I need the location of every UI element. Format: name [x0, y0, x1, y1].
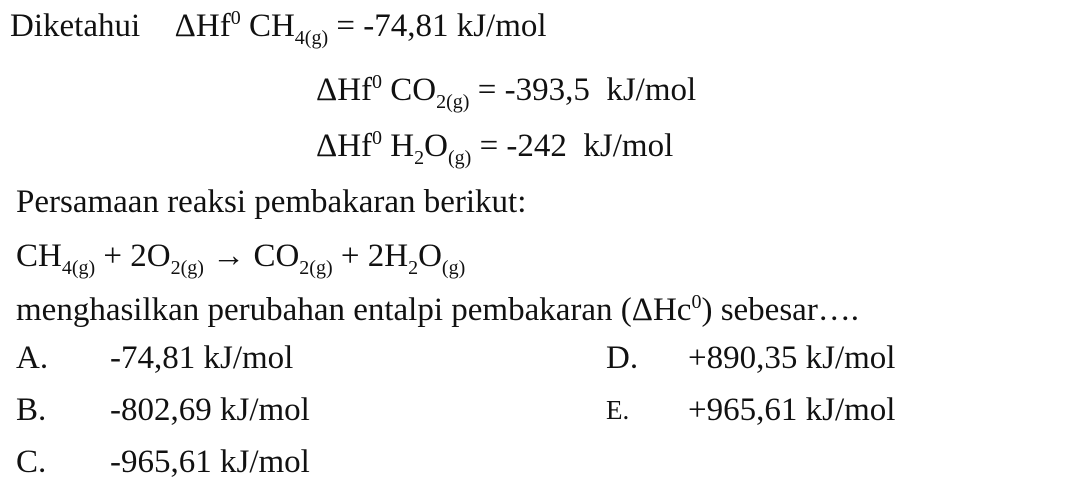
given-row-3 [316, 126, 673, 170]
question-after: ) sebesar…. [701, 292, 860, 328]
value-ch4: = -74,81 kJ/mol [336, 8, 547, 44]
product-co2: CO [253, 238, 300, 274]
option-a-text: -74,81 kJ/mol [110, 340, 294, 376]
reactant-ch4: CH [16, 238, 62, 274]
reactant-o2: + 2O [103, 238, 171, 274]
option-d-letter: D. [606, 340, 639, 376]
standard-superscript: 0 [372, 71, 383, 93]
species-ch4: CH [248, 8, 295, 44]
species-h2o: H [390, 128, 415, 164]
product-co2-sub: 2(g) [299, 257, 333, 279]
reaction-arrow: → [212, 238, 246, 274]
given-row-2 [316, 70, 696, 114]
species-co2: CO [390, 72, 437, 108]
option-e-letter: E. [606, 395, 630, 425]
option-c-letter: C. [16, 444, 47, 480]
given-row-1 [10, 6, 547, 50]
question-superscript: 0 [691, 291, 702, 313]
given-intro: Diketahui [10, 8, 141, 44]
species-h2o-sub2: (g) [447, 147, 472, 169]
species-h2o-o: O [424, 128, 448, 164]
option-b-letter: B. [16, 392, 47, 428]
value-co2: = -393,5 kJ/mol [477, 72, 697, 108]
reaction-equation [16, 236, 465, 280]
species-ch4-sub: 4(g) [294, 27, 329, 49]
reactant-o2-sub: 2(g) [170, 257, 204, 279]
species-h2o-sub1: 2 [414, 147, 425, 169]
product-h2o-sub1: 2 [408, 257, 419, 279]
reactant-ch4-sub: 4(g) [61, 257, 96, 279]
option-c-text: -965,61 kJ/mol [110, 444, 310, 480]
value-h2o: = -242 kJ/mol [479, 128, 674, 164]
question-before: menghasilkan perubahan entalpi pembakaran (ΔHc [16, 292, 692, 328]
enthalpy-symbol: ΔHf [316, 128, 373, 164]
standard-superscript: 0 [372, 127, 383, 149]
reaction-intro: Persamaan reaksi pembakaran berikut: [16, 184, 527, 220]
enthalpy-symbol: ΔHf [174, 8, 231, 44]
standard-superscript: 0 [230, 7, 241, 29]
product-h2o-sub2: (g) [441, 257, 466, 279]
option-a-letter: A. [16, 340, 49, 376]
question-text [16, 290, 859, 334]
species-co2-sub: 2(g) [436, 91, 470, 113]
option-b-text: -802,69 kJ/mol [110, 392, 310, 428]
product-h2o: + 2H [340, 238, 409, 274]
option-d-text: +890,35 kJ/mol [688, 340, 896, 376]
option-e-text: +965,61 kJ/mol [688, 392, 896, 428]
product-h2o-o: O [418, 238, 442, 274]
enthalpy-symbol: ΔHf [316, 72, 373, 108]
